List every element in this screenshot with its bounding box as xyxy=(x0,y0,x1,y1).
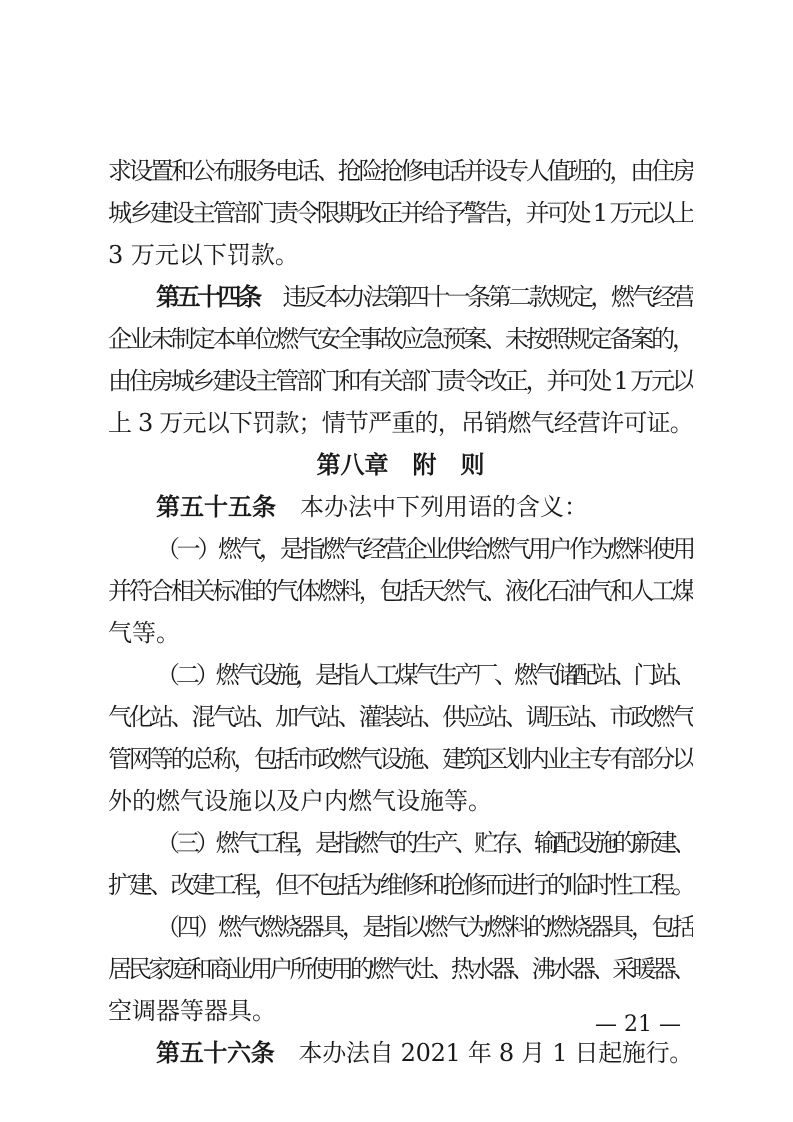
chapter-heading xyxy=(108,444,693,486)
definition-2-line1: （二）燃气设施，是指人工煤气生产厂、燃气储配站、门站、 xyxy=(156,661,693,689)
article-54-line2: 企业未制定本单位燃气安全事故应急预案、未按照规定备案的， xyxy=(108,325,693,353)
article-54-text1: 违反本办法第四十一条第二款规定，燃气经营 xyxy=(282,283,693,311)
definition-2-line3: 管网等的总称，包括市政燃气设施、建筑区划内业主专有部分以 xyxy=(108,745,693,773)
article-55-text1: 本办法中下列用语的含义： xyxy=(300,493,588,521)
definition-4-line1: （四）燃气燃烧器具，是指以燃气为燃料的燃烧器具，包括 xyxy=(156,913,693,941)
document-body xyxy=(108,150,693,1074)
para1-line1: 求设置和公布服务电话、抢险抢修电话并设专人值班的，由住房 xyxy=(108,157,693,185)
definition-1-line3: 气等。 xyxy=(108,619,180,647)
article-55-label: 第五十五条 xyxy=(156,493,276,521)
chapter-title-char2: 则 xyxy=(460,451,485,479)
definition-3-line2: 扩建、改建工程，但不包括为维修和抢修而进行的临时性工程。 xyxy=(108,871,693,899)
chapter-number: 第八章 xyxy=(316,451,389,479)
para1-line2: 城乡建设主管部门责令限期改正并给予警告，并可处 1 万元以上 xyxy=(108,199,693,227)
article-54-line1 xyxy=(108,276,693,318)
page-number: — 21 — xyxy=(595,1012,681,1037)
article-56-label: 第五十六条 xyxy=(156,1039,275,1067)
article-55-line1 xyxy=(108,486,693,528)
definition-4-line3: 空调器等器具。 xyxy=(108,997,276,1025)
definition-4-line2: 居民家庭和商业用户所使用的燃气灶、热水器、沸水器、采暖器、 xyxy=(108,955,693,983)
definition-1-line2: 并符合相关标准的气体燃料，包括天然气、液化石油气和人工煤 xyxy=(108,577,693,605)
para1-line3: 3 万元以下罚款。 xyxy=(108,241,299,269)
definition-2-line2: 气化站、混气站、加气站、灌装站、供应站、调压站、市政燃气 xyxy=(108,703,693,731)
article-56-text1: 本办法自 2021 年 8 月 1 日起施行。 xyxy=(298,1039,693,1067)
definition-1-line1: （一）燃气，是指燃气经营企业供给燃气用户作为燃料使用 xyxy=(156,535,693,563)
article-54-line3: 由住房城乡建设主管部门和有关部门责令改正，并可处 1 万元以 xyxy=(108,367,693,395)
article-54-label: 第五十四条 xyxy=(156,283,259,311)
article-56-line1 xyxy=(108,1032,693,1074)
chapter-title-char1: 附 xyxy=(412,451,437,479)
article-54-line4: 上 3 万元以下罚款；情节严重的，吊销燃气经营许可证。 xyxy=(108,409,693,437)
definition-2-line4: 外的燃气设施以及户内燃气设施等。 xyxy=(108,787,492,815)
definition-3-line1: （三）燃气工程，是指燃气的生产、贮存、输配设施的新建、 xyxy=(156,829,693,857)
